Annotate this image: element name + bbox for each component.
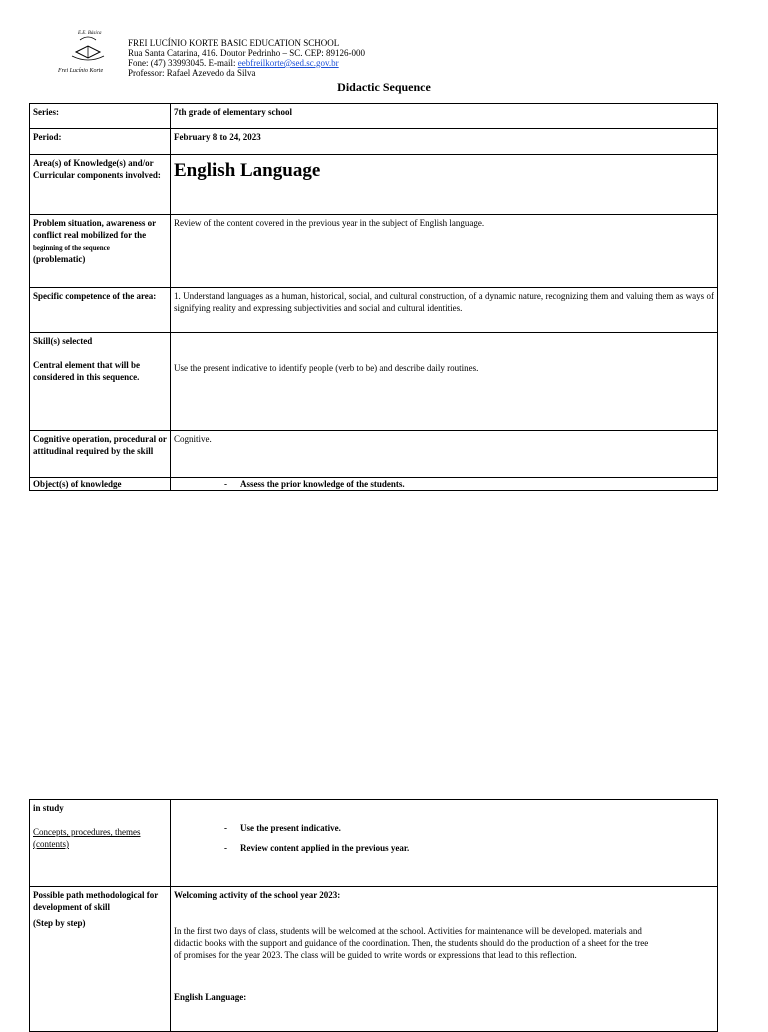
label-problem-a: Problem situation, awareness or conflict real mobilized for the bbox=[33, 218, 156, 240]
label-period: Period: bbox=[30, 129, 171, 155]
label-path-b: (Step by step) bbox=[33, 918, 86, 928]
area-heading: English Language bbox=[174, 160, 321, 181]
label-area: Area(s) of Knowledge(s) and/or Curricular components involved: bbox=[30, 155, 171, 215]
path-subheading: English Language: bbox=[174, 992, 247, 1002]
concepts-label: Concepts, procedures, themes (contents) bbox=[33, 827, 141, 849]
sequence-table-continued bbox=[29, 799, 718, 1032]
row-path bbox=[30, 887, 718, 1032]
school-address: Rua Santa Catarina, 416. Doutor Pedrinho – SC. CEP: 89126-000 bbox=[128, 48, 365, 58]
label-skill-b: Central element that will be considered in this sequence. bbox=[33, 360, 140, 382]
label-path bbox=[30, 887, 171, 1032]
object-bullet: - Assess the prior knowledge of the students. bbox=[174, 478, 714, 490]
value-cognitive: Cognitive. bbox=[171, 431, 718, 478]
professor-name: Professor: Rafael Azevedo da Silva bbox=[128, 68, 256, 78]
value-area bbox=[171, 155, 718, 215]
label-series: Series: bbox=[30, 104, 171, 129]
value-path bbox=[171, 887, 718, 1032]
contact-phone: Fone: (47) 33993045. E-mail: bbox=[128, 58, 236, 68]
row-period bbox=[30, 129, 718, 155]
value-problem: Review of the content covered in the previous year in the subject of English language. bbox=[171, 215, 718, 288]
label-competence: Specific competence of the area: bbox=[30, 288, 171, 333]
value-period: February 8 to 24, 2023 bbox=[171, 129, 718, 155]
row-problem bbox=[30, 215, 718, 288]
value-series: 7th grade of elementary school bbox=[171, 104, 718, 129]
path-heading: Welcoming activity of the school year 2023: bbox=[174, 890, 341, 900]
label-object-continued bbox=[30, 800, 171, 887]
value-skill: Use the present indicative to identify people (verb to be) and describe daily routines. bbox=[171, 333, 718, 431]
school-logo bbox=[56, 26, 120, 76]
label-problem-c: (problematic) bbox=[33, 254, 86, 264]
value-concepts bbox=[171, 800, 718, 887]
label-skill bbox=[30, 333, 171, 431]
path-paragraph: In the first two days of class, students will be welcomed at the school. Activities for maintenance will be developed. materials and didactic books with the support and guidance of the coordination. Then, the students should do the production of a sheet for the tree of promises for the year 2023. The class will be guided to write words or expressions that lead to this reflection. bbox=[174, 926, 649, 960]
object-cont-text: in study bbox=[33, 803, 64, 813]
row-cognitive bbox=[30, 431, 718, 478]
school-name: FREI LUCÍNIO KORTE BASIC EDUCATION SCHOOL bbox=[128, 38, 340, 48]
label-problem bbox=[30, 215, 171, 288]
row-object-continued bbox=[30, 800, 718, 887]
row-object bbox=[30, 478, 718, 491]
row-skill bbox=[30, 333, 718, 431]
document-title: Didactic Sequence bbox=[337, 80, 431, 94]
email-link[interactable]: eebfreilkorte@sed.sc.gov.br bbox=[237, 58, 339, 68]
document-header bbox=[128, 38, 365, 78]
label-object: Object(s) of knowledge bbox=[30, 478, 171, 491]
label-skill-a: Skill(s) selected bbox=[33, 336, 93, 346]
school-contact bbox=[128, 58, 365, 68]
sequence-table bbox=[29, 103, 718, 491]
concept-bullet-1: - Use the present indicative. bbox=[174, 822, 714, 834]
logo-text-top: E.E. Básica bbox=[78, 31, 102, 36]
row-series bbox=[30, 104, 718, 129]
label-problem-b: beginning of the sequence bbox=[33, 244, 110, 252]
label-path-a: Possible path methodological for development of skill bbox=[33, 890, 159, 912]
logo-text-bottom: Frei Lucínio Korte bbox=[58, 68, 104, 74]
concept-bullet-2: - Review content applied in the previous year. bbox=[174, 842, 714, 854]
row-competence bbox=[30, 288, 718, 333]
label-cognitive: Cognitive operation, procedural or attitudinal required by the skill bbox=[30, 431, 171, 478]
value-competence: 1. Understand languages as a human, historical, social, and cultural construction, of a dynamic nature, recognizing them and valuing them as ways of signifying reality and expressing subjectivities and social and cultural identities. bbox=[171, 288, 718, 333]
row-area bbox=[30, 155, 718, 215]
value-object bbox=[171, 478, 718, 491]
